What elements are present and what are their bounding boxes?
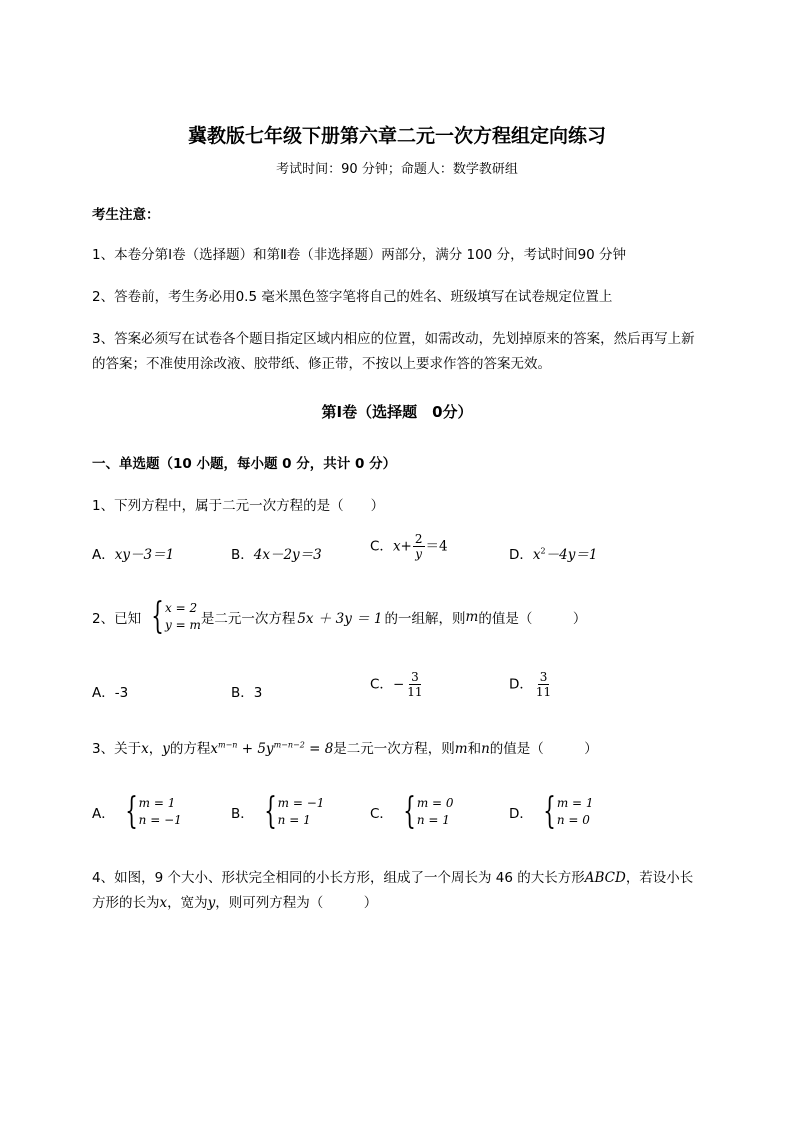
q3-m: m xyxy=(454,741,468,757)
q3-comma: ， xyxy=(148,741,163,757)
q2-equation: 5x ＋ 3y ＝ 1 xyxy=(297,611,383,627)
section-title: 第Ⅰ卷（选择题 0分） xyxy=(321,403,473,421)
q2-option-c xyxy=(370,670,426,699)
q3-n: n xyxy=(481,741,490,757)
q1-option-c-label: C． xyxy=(370,538,393,555)
q2-c-denominator: 11 xyxy=(407,685,423,699)
q1-option-d-x: x xyxy=(532,547,541,563)
q3-sup1: m−n xyxy=(217,740,238,750)
q4-y: y xyxy=(207,895,216,911)
q2-c-numerator: 3 xyxy=(411,670,419,684)
q3-option-b-system xyxy=(254,791,325,832)
question-3-stem xyxy=(92,737,598,757)
brace-icon: { xyxy=(403,791,416,832)
q3-b-row-2: n = 1 xyxy=(277,813,311,827)
q3-pre: 3、关于 xyxy=(92,741,142,757)
q1-option-c xyxy=(370,532,448,561)
brace-icon: { xyxy=(151,596,164,637)
q4-abcd: ABCD xyxy=(584,870,626,886)
q2-system xyxy=(141,596,201,637)
q3-a-row-2: n = −1 xyxy=(138,813,182,827)
q2-option-a: A．-3 xyxy=(92,685,129,701)
q2-option-c-sign: − xyxy=(392,676,405,693)
page-title: 冀教版七年级下册第六章二元一次方程组定向练习 xyxy=(187,125,606,147)
q1-option-d-label: D． xyxy=(509,547,533,563)
q2-option-d-fraction xyxy=(534,670,553,699)
notice-heading: 考生注意： xyxy=(92,207,160,223)
q2-m: m xyxy=(465,609,479,625)
q2-option-d-label: D． xyxy=(509,676,533,693)
notice-item-2: 2、答卷前，考生务必用0.5 毫米黑色签字笔将自己的姓名、班级填写在试卷规定位置上 xyxy=(92,289,613,305)
q2-mid: 是二元一次方程 xyxy=(200,611,296,627)
q3-eq-a: x xyxy=(210,741,218,757)
q3-a-row-1: m = 1 xyxy=(138,796,176,810)
q3-option-c-label: C． xyxy=(370,806,393,822)
q2-d-denominator: 11 xyxy=(535,685,552,699)
q3-and: 和 xyxy=(467,741,482,757)
q1-option-d-sup: 2 xyxy=(540,546,546,556)
part-heading: 一、单选题（10 小题，每小题 0 分，共计 0 分） xyxy=(92,456,397,472)
q3-option-a xyxy=(92,791,182,832)
q3-c-row-2: n = 1 xyxy=(416,813,450,827)
brace-icon: { xyxy=(264,791,277,832)
q3-d-row-2: n = 0 xyxy=(556,813,590,827)
q1-option-b-label: B． xyxy=(231,547,254,563)
q2-option-c-label: C． xyxy=(370,676,393,693)
q2-pre: 2、已知 xyxy=(92,611,142,627)
notice-item-3-cont: 的答案；不准使用涂改液、胶带纸、修正带，不按以上要求作答的答案无效。 xyxy=(92,356,551,372)
q4-x: x xyxy=(159,895,168,911)
q3-mid: 的方程 xyxy=(169,741,211,757)
q1-option-b-expr: 4x－2y＝3 xyxy=(253,547,322,563)
q3-y: y xyxy=(162,741,170,757)
q3-post2: 的值是（ ） xyxy=(489,741,598,757)
q3-sup2: m−n−2 xyxy=(273,740,305,750)
q4-line1-post: ，若设小长 xyxy=(625,870,694,886)
q3-post1: 是二元一次方程，则 xyxy=(333,741,455,757)
q3-eq-c: = 8 xyxy=(304,741,334,757)
q3-c-row-1: m = 0 xyxy=(416,796,454,810)
q1-option-d xyxy=(509,543,597,563)
q2-post1: 的一组解，则 xyxy=(384,611,466,627)
notice-item-3: 3、答案必须写在试卷各个题目指定区域内相应的位置，如需改动，先划掉原来的答案，然后再写上新 xyxy=(92,331,695,347)
q1-option-b xyxy=(231,543,322,563)
q3-option-a-system xyxy=(115,791,182,832)
q1-option-c-pre: x+ xyxy=(392,538,412,555)
q2-option-c-fraction xyxy=(405,670,424,699)
q2-option-d xyxy=(509,670,554,699)
q1-option-a-label: A． xyxy=(92,547,115,563)
q3-option-b xyxy=(231,791,325,832)
q1-option-c-fraction xyxy=(413,532,425,561)
q3-d-row-1: m = 1 xyxy=(556,796,594,810)
q1-option-c-post: ＝4 xyxy=(425,538,448,555)
q1-option-a xyxy=(92,543,174,563)
q1-option-d-rest: －4y＝1 xyxy=(545,547,598,563)
q3-option-c xyxy=(370,791,454,832)
q1-c-numerator: 2 xyxy=(414,532,423,546)
q3-option-a-label: A． xyxy=(92,806,115,822)
q2-d-numerator: 3 xyxy=(539,670,548,684)
question-4-line-1 xyxy=(92,866,693,886)
q4-line2-pre: 方形的长为 xyxy=(92,895,160,911)
q2-row-1: x = 2 xyxy=(165,601,198,615)
q3-b-row-1: m = −1 xyxy=(277,796,325,810)
q1-c-denominator: y xyxy=(415,547,423,561)
q4-mid: ，宽为 xyxy=(167,895,208,911)
q4-line1-pre: 4、如图，9 个大小、形状完全相同的小长方形，组成了一个周长为 46 的大长方形 xyxy=(92,870,585,886)
q3-option-d-system xyxy=(533,791,594,832)
q2-post2: 的值是（ ） xyxy=(478,611,587,627)
q3-option-d-label: D． xyxy=(509,806,533,822)
question-4-line-2 xyxy=(92,891,377,911)
q4-line2-post: ，则可列方程为（ ） xyxy=(215,895,378,911)
q3-x: x xyxy=(141,741,149,757)
q2-row-2: y = m xyxy=(165,618,201,632)
q3-option-c-system xyxy=(393,791,454,832)
question-2-stem xyxy=(92,596,587,637)
exam-info: 考试时间：90 分钟；命题人：数学教研组 xyxy=(276,162,518,177)
q3-option-b-label: B． xyxy=(231,806,254,822)
brace-icon: { xyxy=(125,791,138,832)
q3-eq-b: + 5y xyxy=(237,741,274,757)
q1-option-a-expr: xy－3＝1 xyxy=(114,547,175,563)
q2-option-b: B．3 xyxy=(231,685,263,701)
q3-option-d xyxy=(509,791,594,832)
brace-icon: { xyxy=(543,791,556,832)
notice-item-1: 1、本卷分第Ⅰ卷（选择题）和第Ⅱ卷（非选择题）两部分，满分 100 分，考试时间90 分钟 xyxy=(92,247,627,263)
question-1-stem: 1、下列方程中，属于二元一次方程的是（ ） xyxy=(92,498,385,514)
